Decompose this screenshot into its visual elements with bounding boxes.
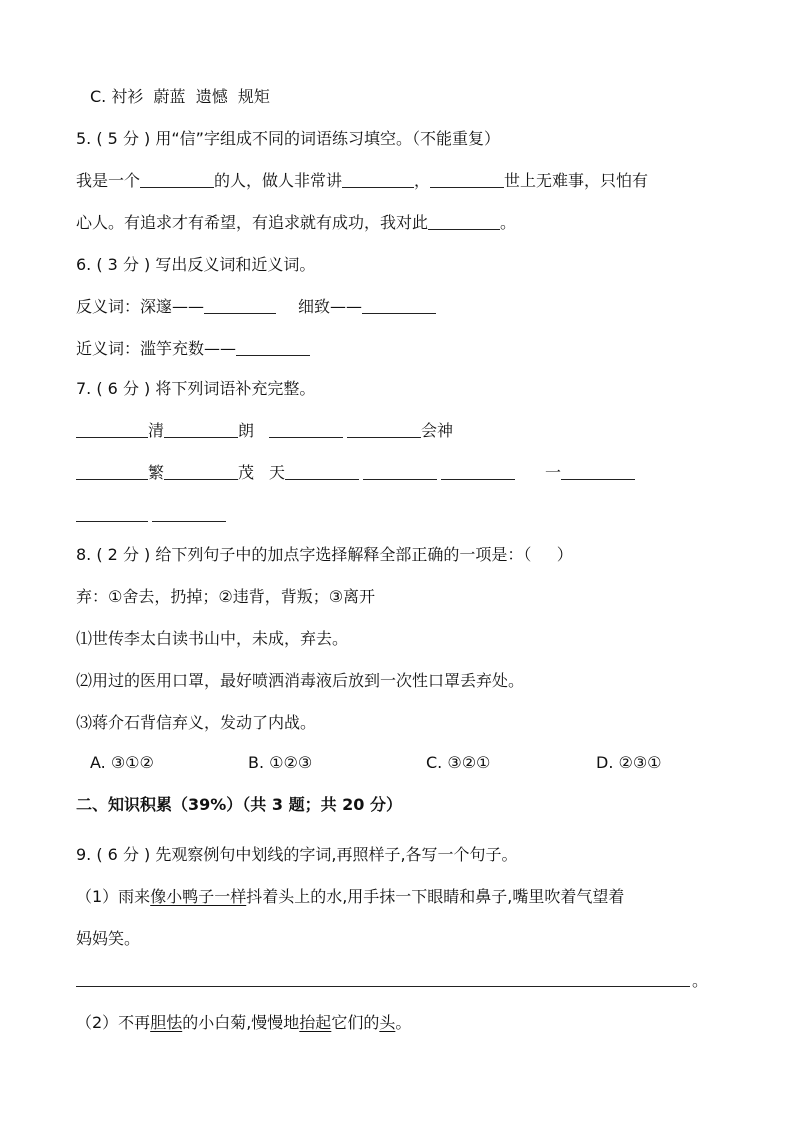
q9-text: 的小白菊,慢慢地	[182, 1013, 300, 1032]
q8-option-b[interactable]: B. ①②③	[248, 753, 313, 772]
answer-blank[interactable]	[164, 463, 238, 480]
q7-text: 天	[269, 463, 286, 482]
answer-blank[interactable]	[441, 463, 515, 480]
q7-prompt: 7. ( 6 分 ) 将下列词语补充完整。	[76, 379, 316, 398]
q8-sentence-3: ⑶蒋介石背信弃义，发动了内战。	[76, 713, 317, 732]
section-2-heading: 二、知识积累（39%）（共 3 题；共 20 分）	[76, 795, 402, 814]
q5-prompt: 5. ( 5 分 ) 用“信”字组成不同的词语练习填空。（不能重复）	[76, 129, 500, 148]
q8-prompt: 8. ( 2 分 ) 给下列句子中的加点字选择解释全部正确的一项是：（ ）	[76, 545, 573, 564]
answer-blank[interactable]	[561, 463, 635, 480]
q9-text: （2）不再	[76, 1013, 151, 1032]
q6-text: 近义词：滥竽充数——	[76, 339, 237, 358]
answer-line-period: 。	[692, 971, 709, 990]
underlined-phrase: 像小鸭子一样	[150, 887, 247, 906]
answer-blank[interactable]	[428, 213, 500, 230]
answer-blank[interactable]	[362, 297, 436, 314]
q5-text: 。	[500, 213, 517, 232]
q7-text: 朗	[238, 421, 255, 440]
answer-blank[interactable]	[363, 463, 437, 480]
answer-blank[interactable]	[236, 339, 310, 356]
answer-blank[interactable]	[430, 171, 504, 188]
q5-text: 心人。有追求才有希望，有追求就有成功，我对此	[76, 213, 429, 232]
q7-text: 繁	[148, 463, 165, 482]
q8-definitions: 弃：①舍去，扔掉；②违背，背叛；③离开	[76, 587, 376, 606]
q7-row2	[76, 462, 635, 484]
q5-line2	[76, 212, 516, 234]
q6-prompt: 6. ( 3 分 ) 写出反义词和近义词。	[76, 255, 316, 274]
q8-sentence-1: ⑴世传李太白读书山中，未成，弃去。	[76, 629, 349, 648]
q8-option-c[interactable]: C. ③②①	[426, 753, 491, 772]
answer-blank[interactable]	[140, 171, 214, 188]
q5-text: 的人，做人非常讲	[214, 171, 343, 190]
answer-blank[interactable]	[76, 463, 148, 480]
answer-line[interactable]	[76, 986, 690, 987]
answer-blank[interactable]	[285, 463, 359, 480]
answer-blank[interactable]	[342, 171, 414, 188]
q5-line1	[76, 170, 648, 192]
q6-synonyms	[76, 338, 310, 360]
underlined-word: 胆怯	[150, 1013, 183, 1032]
answer-blank[interactable]	[164, 421, 238, 438]
q7-text: 会神	[421, 421, 454, 440]
answer-blank[interactable]	[152, 505, 226, 522]
q9-example-1-cont: 妈妈笑。	[76, 929, 141, 948]
q5-text: 我是一个	[76, 171, 141, 190]
q9-prompt: 9. ( 6 分 ) 先观察例句中划线的字词,再照样子,各写一个句子。	[76, 845, 518, 864]
q7-row1	[76, 420, 453, 442]
q8-option-a[interactable]: A. ③①②	[90, 753, 154, 772]
q7-text: 茂	[238, 463, 255, 482]
q7-text: 清	[148, 421, 165, 440]
q6-text: 细致——	[298, 297, 363, 316]
q8-option-d[interactable]: D. ②③①	[596, 753, 662, 772]
answer-blank[interactable]	[76, 505, 148, 522]
answer-blank[interactable]	[204, 297, 276, 314]
q9-text: 抖着头上的水,用手抹一下眼睛和鼻子,嘴里吹着气望着	[246, 887, 625, 906]
q7-row3	[76, 504, 226, 526]
q9-example-2	[76, 1012, 411, 1034]
q4-option-c[interactable]: C. 衬衫 蔚蓝 遗憾 规矩	[90, 87, 270, 106]
q9-text: （1）雨来	[76, 887, 151, 906]
answer-blank[interactable]	[347, 421, 421, 438]
answer-blank[interactable]	[76, 421, 148, 438]
q9-text: 。	[395, 1013, 412, 1032]
q6-antonyms	[76, 296, 436, 318]
q5-text: ，	[414, 171, 431, 190]
q9-example-1	[76, 886, 624, 908]
q7-text: 一	[545, 463, 562, 482]
q9-text: 它们的	[331, 1013, 380, 1032]
underlined-word: 抬起	[299, 1013, 332, 1032]
q6-text: 反义词：深邃——	[76, 297, 205, 316]
underlined-word: 头	[379, 1013, 396, 1032]
q5-text: 世上无难事，只怕有	[504, 171, 649, 190]
answer-blank[interactable]	[269, 421, 343, 438]
q8-sentence-2: ⑵用过的医用口罩，最好喷洒消毒液后放到一次性口罩丢弃处。	[76, 671, 525, 690]
